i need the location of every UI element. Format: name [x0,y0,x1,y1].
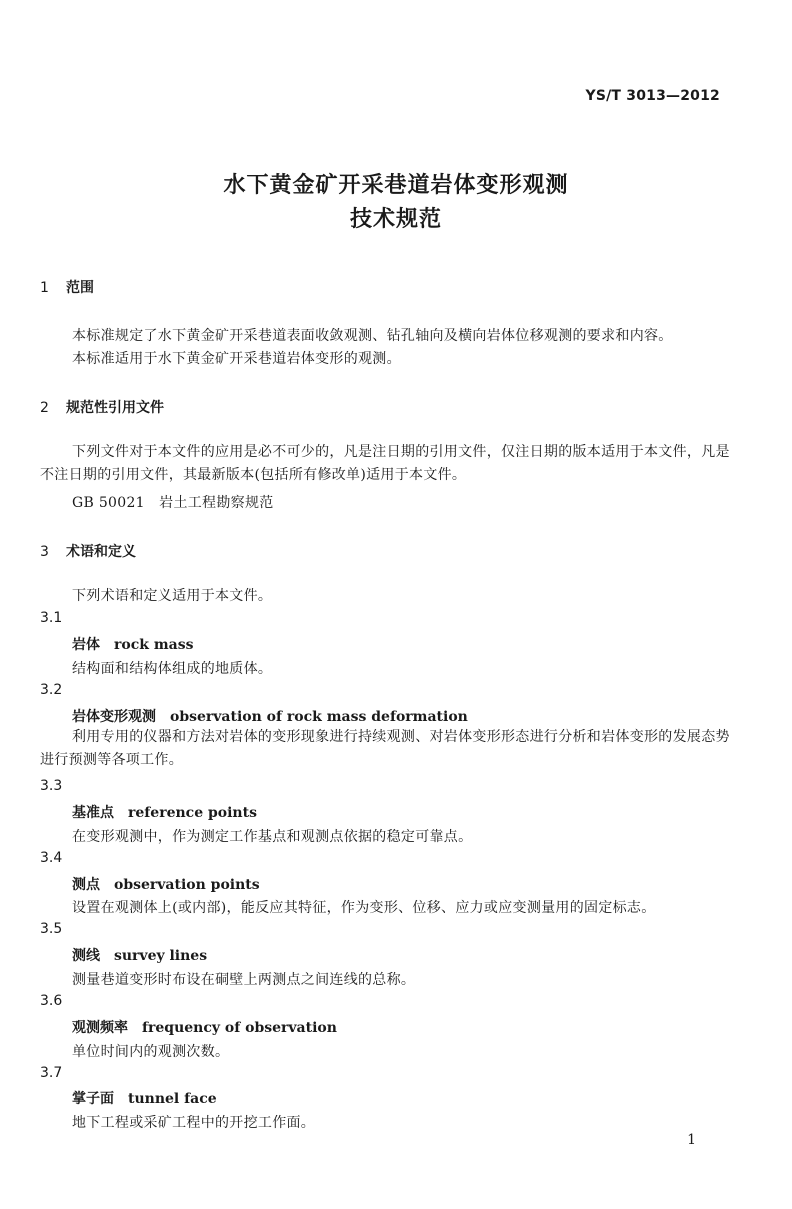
term-zh: 岩体 [72,637,100,653]
section-number: 3 [40,544,49,560]
normative-reference: GB 50021 岩土工程勘察规范 [72,495,274,511]
paragraph: 下列文件对于本文件的应用是必不可少的，凡是注日期的引用文件，仅注日期的版本适用于本文件，凡是不注日期的引用文件，其最新版本(包括所有修改单)适用于本文件。 [40,444,730,483]
clause-number: 3.6 [40,993,63,1009]
term-zh: 基准点 [72,805,114,821]
clause-number: 3.2 [40,682,63,698]
section-heading-2 [40,397,164,417]
section-title: 术语和定义 [66,544,136,560]
paragraph: 本标准规定了水下黄金矿开采巷道表面收敛观测、钻孔轴向及横向岩体位移观测的要求和内容。 [72,328,673,344]
section-number: 2 [40,400,49,416]
term-definition: 地下工程或采矿工程中的开挖工作面。 [72,1115,316,1131]
term-entry [72,634,193,654]
term-en: observation of rock mass deformation [170,709,468,725]
paragraph: 下列术语和定义适用于本文件。 [72,588,273,604]
term-definition: 单位时间内的观测次数。 [72,1044,230,1060]
clause-number: 3.3 [40,778,63,794]
term-en: frequency of observation [142,1020,337,1036]
paragraph: 本标准适用于水下黄金矿开采巷道岩体变形的观测。 [72,351,401,367]
clause-number: 3.7 [40,1065,63,1081]
section-title: 规范性引用文件 [66,400,164,416]
term-definition: 测量巷道变形时布设在硐壁上两测点之间连线的总称。 [72,972,416,988]
title-line-2: 技术规范 [349,207,442,232]
term-zh: 测线 [72,948,100,964]
term-entry [72,706,468,726]
section-number: 1 [40,280,49,296]
term-entry [72,945,207,965]
term-en: rock mass [114,637,194,653]
clause-number: 3.4 [40,850,63,866]
term-zh: 观测频率 [72,1020,128,1036]
term-entry [72,874,260,894]
term-entry [72,1088,217,1108]
term-en: observation points [114,877,260,893]
clause-number: 3.1 [40,610,63,626]
section-title: 范围 [66,280,94,296]
title-line-1: 水下黄金矿开采巷道岩体变形观测 [223,173,569,198]
term-definition: 结构面和结构体组成的地质体。 [72,661,273,677]
term-definition: 利用专用的仪器和方法对岩体的变形现象进行持续观测、对岩体变形形态进行分析和岩体变形的发展态势进行预测等各项工作。 [40,729,730,768]
term-en: reference points [128,805,257,821]
term-zh: 掌子面 [72,1091,114,1107]
term-entry [72,802,257,822]
standard-code: YS/T 3013—2012 [585,88,720,104]
term-en: tunnel face [128,1091,217,1107]
section-heading-3 [40,541,136,561]
term-definition: 在变形观测中，作为测定工作基点和观测点依据的稳定可靠点。 [72,829,473,845]
term-definition: 设置在观测体上(或内部)，能反应其特征，作为变形、位移、应力或应变测量用的固定标志。 [72,900,656,916]
term-zh: 岩体变形观测 [72,709,156,725]
term-zh: 测点 [72,877,100,893]
clause-number: 3.5 [40,921,63,937]
term-entry [72,1017,337,1037]
term-en: survey lines [114,948,208,964]
section-heading-1 [40,277,94,297]
page-number: 1 [687,1132,696,1148]
